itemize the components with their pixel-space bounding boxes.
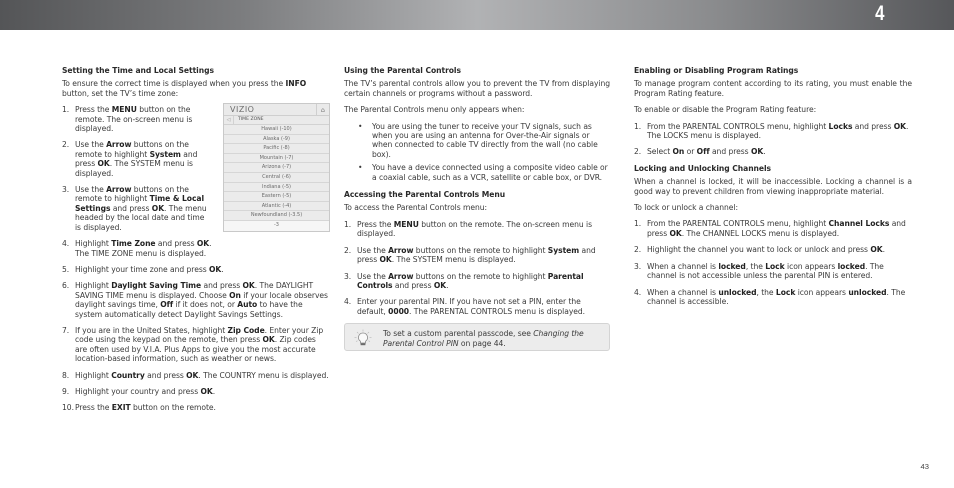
step-number: 1.	[634, 121, 642, 131]
tv-menu-title: TIME ZONE	[238, 117, 264, 122]
vizio-logo: VIZIO	[230, 105, 255, 114]
step-number: 10.	[62, 403, 74, 413]
step-number: 1.	[344, 219, 352, 229]
time-zone-option[interactable]: Eastern (-5)	[224, 192, 329, 202]
step-number: 6.	[62, 281, 70, 291]
step-item: 1. Press the MENU button on the remote. The on-screen menu is displayed.	[344, 219, 592, 239]
step-number: 8.	[62, 370, 70, 380]
step-item: 4. Enter your parental PIN. If you have not set a PIN, enter the default, 0000. The PARENTAL CONTROLS menu is displayed.	[344, 297, 586, 316]
step-item: 1. From the PARENTAL CONTROLS menu, highlight Locks and press OK. The LOCKS menu is displayed.	[634, 121, 909, 141]
step-number: 5.	[62, 264, 70, 274]
time-zone-option[interactable]: Hawaii (-10)	[224, 125, 329, 135]
tip-note-text: To set a custom parental passcode, see Changing the Parental Control PIN on page 44.	[383, 329, 584, 348]
step-item: 4. When a channel is unlocked, the Lock icon appears unlocked. The channel is accessible.	[634, 287, 906, 306]
channel-locks-intro: When a channel is locked, it will be inaccessible. Locking a channel is a good way to prevent children from viewing inappropriate material.	[634, 177, 912, 196]
time-zone-option[interactable]: Newfoundland (-3.5)	[224, 211, 329, 221]
chapter-header-bar	[0, 0, 954, 30]
tip-note-box	[344, 323, 610, 351]
time-zone-option[interactable]: Indiana (-5)	[224, 183, 329, 193]
section-heading-channel-locks: Locking and Unlocking Channels	[634, 163, 772, 173]
chapter-number: 4	[875, 2, 885, 25]
step-item: 6. Highlight Daylight Saving Time and press OK. The DAYLIGHT SAVING TIME menu is displayed. Choose On if your locale observes daylight savings time, Off if it does not, or Auto to have the system automatically detect Daylight Savings Settings.	[62, 281, 328, 319]
step-item: 7. If you are in the United States, highlight Zip Code. Enter your Zip code using the keypad on the remote, then press OK. Zip codes are often used by V.I.A. Plus Apps to give you the most accurate location-based information, such as weather or news.	[62, 325, 324, 364]
step-number: 4.	[344, 297, 352, 307]
time-zone-list	[224, 125, 329, 231]
channel-lock-steps	[634, 219, 912, 306]
step-number: 3.	[344, 271, 352, 281]
step-number: 2.	[634, 245, 642, 255]
page-number: 43	[920, 462, 929, 471]
bullet-item: • You have a device connected using a composite video cable or a coaxial cable, such as a VCR, satellite or cable box, or DVR.	[358, 163, 608, 182]
column-program-ratings	[634, 66, 912, 313]
section-heading-parental-controls: Using the Parental Controls	[344, 66, 461, 75]
step-item: 10. Press the EXIT button on the remote.	[62, 403, 216, 413]
step-item: 4. Highlight Time Zone and press OK. The TIME ZONE menu is displayed.	[62, 239, 212, 258]
parental-menu-condition: The Parental Controls menu only appears when:	[344, 105, 525, 115]
tv-menu-header	[224, 104, 329, 116]
access-intro: To access the Parental Controls menu:	[344, 203, 487, 213]
step-item: 3. When a channel is locked, the Lock icon appears locked. The channel is not accessible unless the parental PIN is entered.	[634, 261, 884, 281]
step-number: 3.	[634, 261, 642, 271]
step-number: 1.	[62, 105, 70, 115]
section-heading-program-ratings: Enabling or Disabling Program Ratings	[634, 66, 799, 75]
parental-conditions-list	[358, 122, 610, 182]
time-zone-option[interactable]: Alaska (-9)	[224, 135, 329, 145]
time-zone-option[interactable]: Pacific (-8)	[224, 144, 329, 154]
channel-locks-instructions-intro: To lock or unlock a channel:	[634, 203, 738, 213]
step-item: 2. Use the Arrow buttons on the remote to highlight System and press OK. The SYSTEM menu is displayed.	[62, 140, 198, 178]
step-item: 1. From the PARENTAL CONTROLS menu, highlight Channel Locks and press OK. The CHANNEL LOCKS menu is displayed.	[634, 219, 906, 238]
time-zone-option[interactable]: Central (-6)	[224, 173, 329, 183]
step-item: 8. Highlight Country and press OK. The COUNTRY menu is displayed.	[62, 370, 329, 380]
cross-reference-link[interactable]: Changing the Parental Control PIN	[383, 329, 584, 348]
lightbulb-icon	[354, 329, 372, 347]
step-number: 2.	[62, 140, 70, 150]
home-icon: ⌂	[316, 104, 329, 115]
step-item: 2. Highlight the channel you want to lock or unlock and press OK.	[634, 245, 885, 255]
step-number: 2.	[344, 245, 352, 255]
step-number: 4.	[634, 287, 642, 297]
parental-intro: The TV’s parental controls allow you to prevent the TV from displaying certain channels or programs without a password.	[344, 79, 610, 98]
section-heading-accessing-parental: Accessing the Parental Controls Menu	[344, 190, 506, 200]
step-item: 3. Use the Arrow buttons on the remote to highlight Parental Controls and press OK.	[344, 271, 584, 290]
ratings-intro: To manage program content according to its rating, you must enable the Program Rating feature.	[634, 79, 912, 98]
step-number: 9.	[62, 386, 70, 396]
ratings-steps	[634, 122, 912, 157]
section-heading-time-settings: Setting the Time and Local Settings	[62, 66, 214, 75]
step-number: 2.	[634, 147, 642, 157]
step-number: 1.	[634, 219, 642, 229]
step-item: 2. Select On or Off and press OK.	[634, 147, 766, 157]
bullet-item: • You are using the tuner to receive your TV signals, such as when you are using an antenna for Over-the-Air signals or when connected to cable TV directly from the wall (no cable box).	[358, 121, 598, 159]
step-item: 3. Use the Arrow buttons on the remote to highlight Time & Local Settings and press OK. The menu headed by the local date and time is displayed.	[62, 185, 207, 232]
tv-time-zone-menu	[223, 103, 330, 232]
step-item: 5. Highlight your time zone and press OK.	[62, 264, 224, 274]
intro-paragraph: To ensure the correct time is displayed when you press the INFO button, set the TV’s time zone:	[62, 79, 307, 98]
access-parental-steps	[344, 220, 610, 316]
column-parental-controls	[344, 66, 610, 351]
time-zone-option[interactable]: Mountain (-7)	[224, 154, 329, 164]
back-arrow-icon: ◁	[224, 116, 234, 124]
ratings-instructions-intro: To enable or disable the Program Rating feature:	[634, 105, 817, 115]
time-zone-option[interactable]: Arizona (-7)	[224, 163, 329, 173]
step-number: 7.	[62, 325, 70, 335]
step-item: 9. Highlight your country and press OK.	[62, 386, 216, 396]
time-zone-option[interactable]: -3	[224, 221, 329, 231]
time-zone-option[interactable]: Atlantic (-4)	[224, 202, 329, 212]
tv-menu-title-bar	[224, 116, 329, 125]
step-number: 3.	[62, 185, 70, 195]
step-item: 2. Use the Arrow buttons on the remote to highlight System and press OK. The SYSTEM menu is displayed.	[344, 245, 596, 265]
step-item: 1. Press the MENU button on the remote. The on-screen menu is displayed.	[62, 105, 193, 134]
step-number: 4.	[62, 239, 70, 249]
